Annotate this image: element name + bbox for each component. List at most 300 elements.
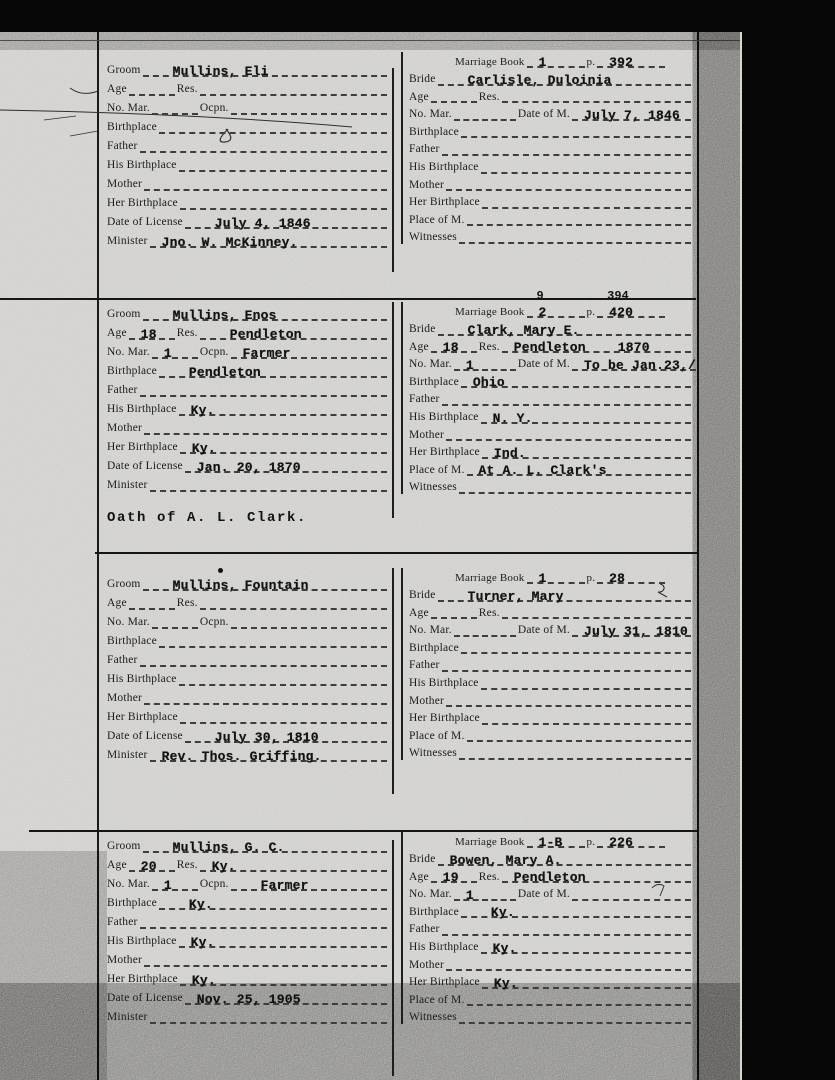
value-page: 226	[609, 835, 634, 850]
label-date-of-license: Date of License	[107, 216, 183, 229]
label-her-birthplace: Her Birthplace	[409, 196, 480, 209]
label-her-birthplace: Her Birthplace	[107, 973, 178, 986]
dotted-line	[461, 903, 691, 921]
record-block-2	[99, 289, 697, 552]
field-row	[409, 388, 693, 406]
label-groom: Groom	[107, 64, 141, 77]
dotted-line	[231, 100, 387, 115]
value-bride-her-birthplace: Ind.	[493, 445, 526, 461]
value-bride-birthplace: Ohio	[472, 375, 505, 391]
field-row	[107, 134, 389, 153]
label-res: Res.	[176, 597, 198, 610]
field-row	[409, 619, 693, 637]
dotted-line	[152, 614, 198, 629]
label-marriage-book: Marriage Book	[455, 305, 525, 318]
value-bride-place-of-m: At A. L. Clark's	[478, 463, 607, 479]
correction-page: 394	[607, 289, 629, 303]
dotted-line	[231, 614, 387, 629]
dotted-line	[467, 727, 691, 742]
value-groom-his-birthplace: Ky.	[190, 935, 215, 950]
dotted-line	[572, 106, 691, 121]
bride-card	[401, 832, 693, 1024]
label-ocpn: Ocpn.	[199, 616, 229, 629]
field-row	[107, 210, 389, 229]
dotted-line	[446, 176, 691, 191]
label-witnesses: Witnesses	[409, 231, 457, 244]
dotted-line	[140, 652, 387, 667]
field-row	[409, 353, 696, 373]
dotted-line	[185, 214, 387, 229]
field-row	[409, 86, 693, 104]
dotted-line	[502, 868, 691, 886]
label-father: Father	[107, 916, 138, 929]
dotted-line	[481, 409, 691, 424]
field-row	[107, 229, 389, 248]
dotted-line	[144, 420, 387, 435]
dotted-line	[180, 971, 387, 986]
field-row	[409, 954, 693, 972]
label-her-birthplace: Her Birthplace	[409, 446, 480, 459]
value-groom-her-birthplace: Ky.	[191, 973, 216, 988]
label-witnesses: Witnesses	[409, 481, 457, 494]
field-row	[409, 476, 693, 494]
page-left-margin	[0, 32, 99, 1080]
value-groom-date-of-license: July 30, 1810	[214, 730, 319, 745]
dotted-line	[438, 71, 691, 86]
value-groom-ocpn: Farmer	[242, 346, 291, 361]
label-father: Father	[409, 393, 440, 406]
value-groom-name: Mullins, G. C.	[172, 840, 285, 855]
field-row	[107, 359, 389, 378]
field-row	[409, 121, 693, 139]
field-row	[409, 226, 693, 244]
dotted-line	[442, 921, 691, 936]
value-groom-res: Ky.	[211, 859, 236, 874]
label-mother: Mother	[409, 428, 445, 441]
dotted-line	[129, 595, 175, 610]
value-bride-res: Pendleton 1870	[513, 340, 650, 356]
field-row	[409, 654, 693, 672]
dotted-line	[482, 974, 691, 989]
dotted-line	[200, 325, 387, 340]
label-father: Father	[107, 140, 138, 153]
field-row	[107, 397, 389, 416]
dotted-line	[454, 622, 516, 637]
value-groom-age: 20	[140, 859, 157, 874]
value-groom-ocpn: Farmer	[260, 878, 309, 893]
label-res: Res.	[176, 83, 198, 96]
value-bride-date-of-m: To be Jan.23,/	[583, 357, 696, 373]
record-separator-line	[95, 552, 697, 554]
dotted-line	[143, 62, 387, 77]
label-her-birthplace: Her Birthplace	[107, 197, 178, 210]
label-date-of-m: Date of M.	[517, 624, 570, 637]
field-row	[107, 705, 389, 724]
field-row	[409, 103, 693, 121]
label-father: Father	[107, 654, 138, 667]
groom-card	[107, 58, 389, 248]
dotted-line	[179, 933, 387, 948]
label-her-birthplace: Her Birthplace	[107, 711, 178, 724]
label-place-of-m: Place of M.	[409, 463, 465, 476]
dotted-line	[597, 53, 665, 68]
dotted-line	[527, 833, 585, 848]
dotted-line	[442, 657, 691, 672]
label-res: Res.	[176, 327, 198, 340]
dotted-line	[467, 991, 691, 1006]
field-row	[107, 834, 389, 853]
label-mother: Mother	[107, 954, 143, 967]
dotted-line	[597, 833, 665, 848]
label-age: Age	[409, 606, 429, 619]
value-page: 28	[609, 571, 626, 586]
dotted-line	[185, 458, 387, 473]
label-mother: Mother	[107, 178, 143, 191]
dotted-line	[442, 141, 691, 156]
dotted-line	[180, 195, 387, 210]
value-groom-minister: Rev. Thos. Griffing.	[161, 749, 322, 764]
dotted-line	[150, 1009, 387, 1024]
document-page	[0, 32, 740, 1080]
dotted-line	[446, 956, 691, 971]
label-date-of-license: Date of License	[107, 460, 183, 473]
label-birthplace: Birthplace	[409, 125, 459, 138]
value-bride-res: Pendleton	[513, 870, 586, 886]
field-row	[107, 929, 389, 948]
label-birthplace: Birthplace	[409, 905, 459, 918]
field-row	[107, 96, 389, 115]
label-his-birthplace: His Birthplace	[409, 940, 479, 953]
dotted-line	[527, 289, 585, 320]
label-marriage-book: Marriage Book	[455, 835, 525, 848]
label-marriage-book: Marriage Book	[455, 571, 525, 584]
label-father: Father	[409, 659, 440, 672]
field-row	[409, 901, 693, 919]
field-row	[409, 883, 693, 901]
dotted-line	[481, 939, 691, 954]
card-divider-line	[392, 568, 394, 794]
dotted-line	[467, 211, 691, 226]
field-row	[107, 872, 389, 891]
page-right-edge	[697, 32, 742, 1080]
label-father: Father	[409, 143, 440, 156]
value-groom-birthplace: Pendleton	[188, 365, 261, 380]
label-his-birthplace: His Birthplace	[107, 403, 177, 416]
value-bride-age: 18	[442, 340, 459, 356]
label-res: Res.	[176, 859, 198, 872]
label-his-birthplace: His Birthplace	[107, 935, 177, 948]
label-groom: Groom	[107, 308, 141, 321]
dotted-line	[482, 444, 691, 459]
field-row	[107, 321, 389, 340]
dotted-line	[200, 81, 387, 96]
marriage-book-header	[409, 289, 667, 320]
value-bride-date-of-m: July 7, 1846	[583, 107, 680, 123]
label-witnesses: Witnesses	[409, 747, 457, 760]
field-row	[409, 690, 693, 708]
bride-card	[401, 52, 693, 244]
label-place-of-m: Place of M.	[409, 993, 465, 1006]
label-date-of-m: Date of M.	[517, 358, 570, 371]
label-ocpn: Ocpn.	[199, 102, 229, 115]
value-bride-age: 19	[442, 870, 459, 886]
dotted-line	[502, 604, 691, 619]
value-bride-name: Turner, Mary	[467, 588, 564, 604]
value-bride-his-birthplace: N. Y.	[492, 410, 533, 426]
label-page: p.	[586, 305, 596, 318]
label-page: p.	[586, 835, 596, 848]
field-row	[107, 891, 389, 910]
value-groom-no-mar: 1	[163, 878, 172, 893]
dotted-line	[572, 622, 691, 637]
value-page: 392	[609, 55, 634, 70]
label-place-of-m: Place of M.	[409, 729, 465, 742]
groom-card	[107, 572, 389, 762]
label-no-mar: No. Mar.	[107, 878, 150, 891]
label-her-birthplace: Her Birthplace	[409, 712, 480, 725]
groom-card	[107, 834, 389, 1024]
field-row	[107, 416, 389, 435]
label-res: Res.	[478, 606, 500, 619]
value-groom-her-birthplace: Ky.	[191, 441, 216, 456]
dotted-line	[438, 587, 691, 602]
label-minister: Minister	[107, 479, 148, 492]
label-birthplace: Birthplace	[107, 121, 157, 134]
dotted-line	[150, 233, 387, 248]
dotted-line	[231, 876, 387, 891]
label-no-mar: No. Mar.	[409, 624, 452, 637]
record-separator-line	[0, 298, 696, 300]
dotted-line	[159, 633, 387, 648]
cards-content	[99, 32, 697, 1080]
card-divider-line	[392, 840, 394, 1076]
dotted-line	[461, 639, 691, 654]
label-her-birthplace: Her Birthplace	[107, 441, 178, 454]
dotted-line	[200, 595, 387, 610]
groom-card	[107, 302, 389, 492]
field-row	[107, 302, 389, 321]
dotted-line	[527, 569, 585, 584]
field-row	[409, 156, 693, 174]
field-row	[409, 848, 693, 866]
oath-note: Oath of A. L. Clark.	[107, 510, 308, 526]
field-row	[107, 172, 389, 191]
dotted-line	[129, 81, 175, 96]
value-groom-birthplace: Ky.	[188, 897, 213, 912]
label-page: p.	[586, 55, 596, 68]
dotted-line	[140, 138, 387, 153]
dotted-line	[143, 576, 387, 591]
dotted-line	[152, 876, 198, 891]
dotted-line	[446, 426, 691, 441]
label-mother: Mother	[409, 178, 445, 191]
dotted-line	[180, 709, 387, 724]
dotted-line	[200, 857, 387, 872]
label-father: Father	[409, 923, 440, 936]
field-row	[107, 853, 389, 872]
label-no-mar: No. Mar.	[409, 358, 452, 371]
record-block-1	[99, 52, 697, 298]
value-bride-date-of-m: July 31, 1810	[583, 623, 688, 639]
value-groom-name: Mullins, Eli	[172, 64, 269, 79]
value-groom-age: 18	[140, 327, 157, 342]
label-his-birthplace: His Birthplace	[409, 160, 479, 173]
label-bride: Bride	[409, 852, 436, 865]
value-bride-name: Carlisle, Duloinia	[467, 72, 612, 88]
label-birthplace: Birthplace	[107, 365, 157, 378]
value-groom-date-of-license: Jan. 20, 1870	[196, 460, 301, 475]
field-row	[107, 629, 389, 648]
label-his-birthplace: His Birthplace	[409, 410, 479, 423]
dotted-line	[159, 895, 387, 910]
label-no-mar: No. Mar.	[107, 102, 150, 115]
dotted-line	[572, 356, 696, 371]
value-bride-birthplace: Ky.	[490, 905, 515, 921]
dotted-line	[454, 886, 516, 901]
dotted-line	[454, 106, 516, 121]
dotted-line	[481, 675, 691, 690]
dotted-line	[140, 914, 387, 929]
label-birthplace: Birthplace	[409, 641, 459, 654]
field-row	[409, 866, 693, 884]
field-row	[107, 340, 389, 359]
dotted-line	[459, 229, 691, 244]
field-row	[409, 441, 693, 459]
field-row	[107, 724, 389, 743]
field-row	[107, 948, 389, 967]
field-row	[409, 725, 693, 743]
field-row	[107, 572, 389, 591]
value-groom-name: Mullins, Fountain	[172, 578, 309, 593]
label-bride: Bride	[409, 322, 436, 335]
field-row	[107, 667, 389, 686]
field-row	[409, 672, 693, 690]
label-birthplace: Birthplace	[409, 375, 459, 388]
field-row	[107, 153, 389, 172]
value-book: 1	[538, 55, 547, 70]
label-date-of-license: Date of License	[107, 992, 183, 1005]
dotted-line	[442, 391, 691, 406]
correction-book: 9	[536, 289, 544, 303]
label-res: Res.	[478, 90, 500, 103]
field-row	[409, 318, 693, 336]
label-mother: Mother	[409, 958, 445, 971]
label-birthplace: Birthplace	[107, 635, 157, 648]
label-age: Age	[409, 870, 429, 883]
bride-card	[401, 289, 696, 494]
dotted-line	[185, 990, 387, 1005]
label-groom: Groom	[107, 578, 141, 591]
value-page: 420	[609, 305, 634, 320]
dotted-line	[461, 373, 691, 391]
label-mother: Mother	[107, 692, 143, 705]
label-no-mar: No. Mar.	[107, 616, 150, 629]
field-row	[107, 454, 389, 473]
label-place-of-m: Place of M.	[409, 213, 465, 226]
card-divider-line	[392, 68, 394, 272]
label-page: p.	[586, 571, 596, 584]
label-birthplace: Birthplace	[107, 897, 157, 910]
label-ocpn: Ocpn.	[199, 878, 229, 891]
field-row	[409, 191, 693, 209]
dotted-line	[572, 886, 691, 901]
label-age: Age	[107, 327, 127, 340]
label-minister: Minister	[107, 235, 148, 248]
dotted-line	[231, 344, 387, 359]
dotted-line	[502, 88, 691, 103]
bride-card	[401, 568, 693, 760]
record-block-4	[99, 832, 697, 1080]
field-row	[107, 648, 389, 667]
label-minister: Minister	[107, 1011, 148, 1024]
label-date-of-license: Date of License	[107, 730, 183, 743]
field-row	[409, 936, 693, 954]
label-mother: Mother	[409, 694, 445, 707]
dotted-line	[144, 690, 387, 705]
field-row	[409, 138, 693, 156]
value-groom-date-of-license: Nov. 25, 1905	[196, 992, 301, 1007]
dotted-line	[597, 289, 665, 320]
marriage-book-header	[409, 832, 667, 848]
label-no-mar: No. Mar.	[409, 888, 452, 901]
dotted-line	[150, 747, 387, 762]
field-row	[107, 910, 389, 929]
value-groom-date-of-license: July 4, 1846	[214, 216, 311, 231]
field-row	[107, 58, 389, 77]
label-groom: Groom	[107, 840, 141, 853]
dotted-line	[527, 53, 585, 68]
value-book: 2	[538, 305, 547, 320]
field-row	[107, 191, 389, 210]
value-groom-no-mar: 1	[163, 346, 172, 361]
dotted-line	[431, 88, 477, 103]
field-row	[409, 209, 693, 227]
field-row	[107, 686, 389, 705]
value-bride-no-mar: 1	[465, 887, 474, 903]
dotted-line	[179, 671, 387, 686]
value-bride-name: Bowen, Mary A.	[449, 852, 562, 868]
field-row	[107, 473, 389, 492]
dotted-line	[129, 857, 175, 872]
label-age: Age	[107, 597, 127, 610]
dotted-line	[179, 401, 387, 416]
dotted-line	[179, 157, 387, 172]
label-father: Father	[107, 384, 138, 397]
value-groom-res: Pendleton	[229, 327, 302, 342]
label-his-birthplace: His Birthplace	[107, 159, 177, 172]
record-block-3	[99, 556, 697, 830]
dotted-line	[481, 159, 691, 174]
field-row	[409, 707, 693, 725]
dotted-line	[482, 710, 691, 725]
label-res: Res.	[478, 340, 500, 353]
dotted-line	[150, 477, 387, 492]
label-mother: Mother	[107, 422, 143, 435]
field-row	[107, 77, 389, 96]
dotted-line	[597, 569, 665, 584]
dotted-line	[144, 952, 387, 967]
marriage-book-header	[409, 52, 667, 68]
label-no-mar: No. Mar.	[409, 108, 452, 121]
value-groom-name: Mullins, Enos	[172, 308, 277, 323]
label-age: Age	[409, 90, 429, 103]
field-row	[409, 1006, 693, 1024]
field-row	[409, 459, 693, 477]
field-row	[107, 986, 389, 1005]
dotted-line	[431, 604, 477, 619]
value-bride-no-mar: 1	[465, 357, 474, 373]
dotted-line	[159, 119, 387, 134]
